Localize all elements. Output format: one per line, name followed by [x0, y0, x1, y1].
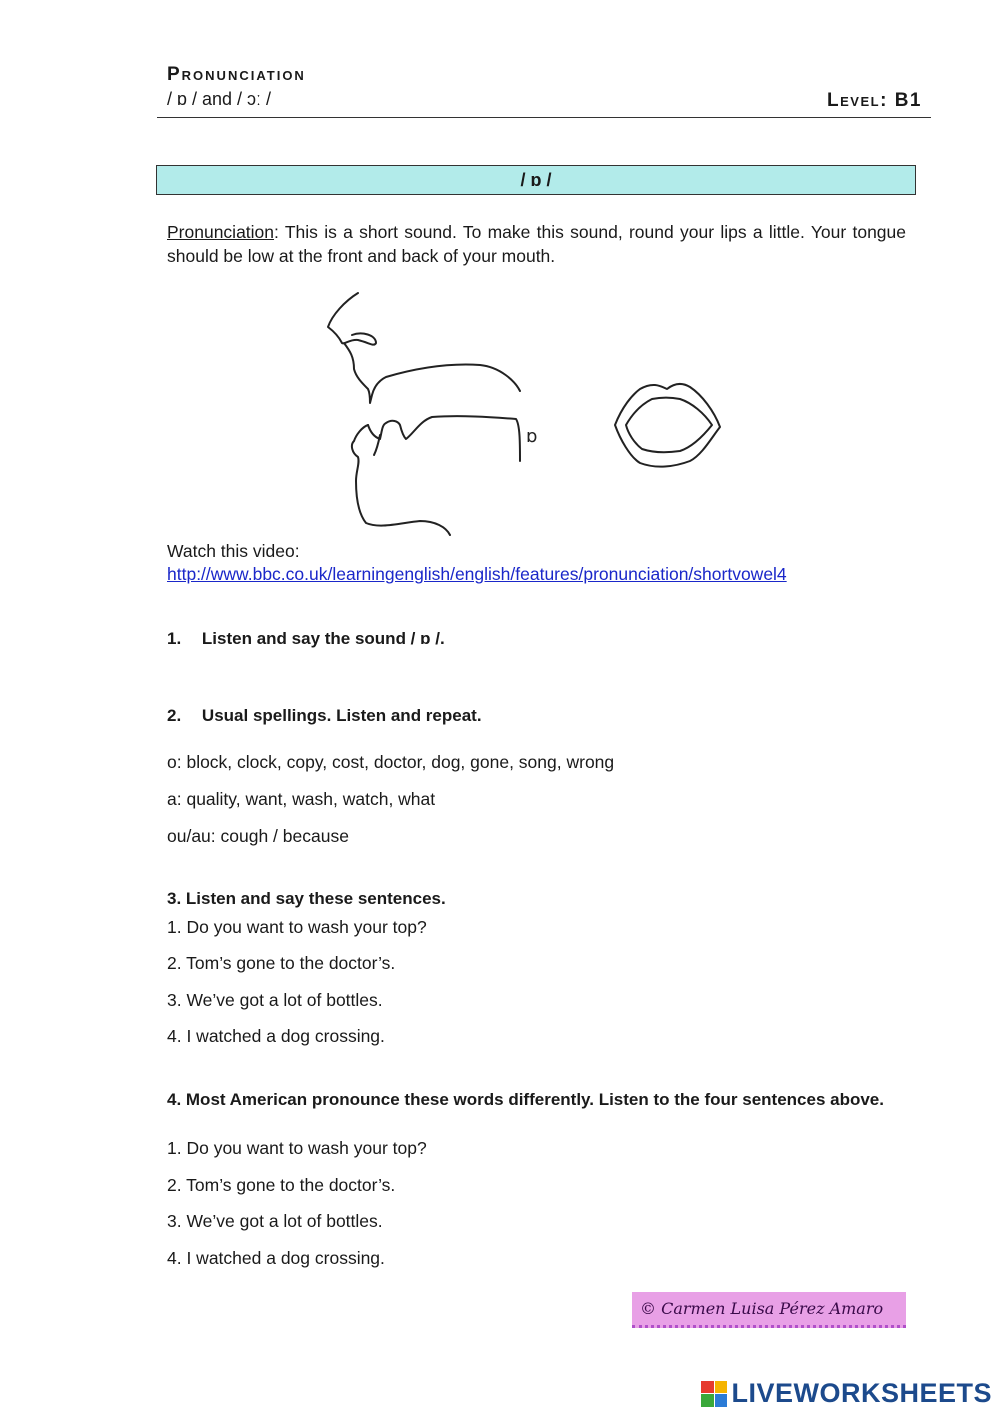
sound-heading: / ɒ / [520, 169, 552, 190]
video-block [167, 540, 787, 586]
q4-sentence: 4. I watched a dog crossing. [167, 1248, 385, 1268]
vowel-symbol: ɒ [526, 426, 538, 447]
liveworksheets-brand[interactable] [701, 1378, 992, 1409]
pronunciation-paragraph [167, 220, 906, 268]
question-2-number: 2. [167, 706, 182, 725]
question-1-number: 1. [167, 629, 182, 648]
copyright-text: © Carmen Luisa Pérez Amaro [640, 1299, 884, 1318]
video-link[interactable]: http://www.bbc.co.uk/learningenglish/english/features/pronunciation/shortvowel4 [167, 564, 787, 584]
q4-sentence: 3. We’ve got a lot of bottles. [167, 1211, 383, 1231]
liveworksheets-logo-icon [701, 1381, 727, 1407]
pronunciation-label: Pronunciation [167, 222, 275, 242]
q3-sentence: 4. I watched a dog crossing. [167, 1026, 385, 1046]
question-1 [167, 629, 445, 649]
q3-sentence: 3. We’ve got a lot of bottles. [167, 990, 383, 1010]
lips-outer [615, 384, 720, 467]
question-4-title: 4. Most American pronounce these words differently. Listen to the four sentences above. [167, 1090, 884, 1109]
spelling-line-a: a: quality, want, wash, watch, what [167, 789, 436, 809]
video-label: Watch this video: [167, 541, 300, 561]
mouth-illustration [310, 285, 740, 545]
question-2-text: Usual spellings. Listen and repeat. [201, 706, 482, 725]
pronunciation-text: : This is a short sound. To make this sound, round your lips a little. Your tongue should be low at the front and back of your mouth. [167, 222, 906, 266]
question-3-title: 3. Listen and say these sentences. [167, 889, 446, 908]
question-1-text: Listen and say the sound / ɒ /. [201, 629, 445, 648]
spelling-line-ou-au: ou/au: cough / because [167, 826, 349, 846]
header-divider [157, 117, 931, 118]
document-title: Pronunciation [167, 64, 306, 85]
copyright-banner [632, 1292, 906, 1328]
sound-heading-box [156, 165, 916, 195]
q3-sentence: 2. Tom’s gone to the doctor’s. [167, 953, 396, 973]
level-label: Level: B1 [827, 90, 922, 111]
lips-inner [626, 398, 712, 453]
q4-sentence: 1. Do you want to wash your top? [167, 1138, 427, 1158]
face-profile-upper [328, 293, 520, 403]
mouth-contour [368, 416, 520, 461]
q4-sentence: 2. Tom’s gone to the doctor’s. [167, 1175, 396, 1195]
q3-sentence: 1. Do you want to wash your top? [167, 917, 427, 937]
brand-name: LIVEWORKSHEETS [731, 1378, 992, 1408]
face-profile-lower [352, 425, 450, 535]
spelling-line-o: o: block, clock, copy, cost, doctor, dog, gone, song, wrong [167, 752, 615, 772]
question-2 [167, 706, 482, 726]
document-subtitle: / ɒ / and / ɔː / [167, 89, 272, 109]
